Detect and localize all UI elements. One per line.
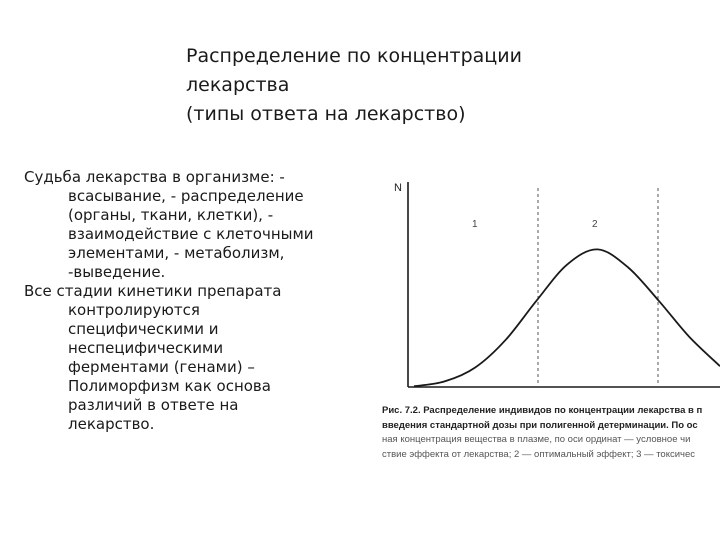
distribution-curve xyxy=(414,249,720,386)
body-paragraph-1: Судьба лекарства в организме: - всасывание, - распределение (органы, ткани, клетки), - взаимодействие с клеточными элементами, - метаболизм, -выведение. xyxy=(24,168,314,281)
distribution-figure xyxy=(374,168,720,468)
caption-line-3: ная концентрация вещества в плазме, по оси ординат — условное чи xyxy=(382,434,691,445)
caption-line-4: ствие эффекта от лекарства; 2 — оптимальный эффект; 3 — токсичес xyxy=(382,448,696,460)
zone-label-1: 1 xyxy=(472,219,478,230)
title-line-1: Распределение по концентрации xyxy=(186,45,522,67)
title-line-2: лекарства xyxy=(186,74,290,96)
caption-line-1: Рис. 7.2. Распределение индивидов по концентрации лекарства в п xyxy=(382,405,703,416)
body-text xyxy=(24,168,324,434)
distribution-chart xyxy=(374,168,720,398)
zone-label-2: 2 xyxy=(592,219,598,230)
caption-line-2: введения стандартной дозы при полигенной детерминации. По ос xyxy=(382,419,698,431)
title-line-3: (типы ответа на лекарство) xyxy=(186,103,466,125)
body-paragraph-2: Все стадии кинетики препарата контролируются специфическими и неспецифическими ферментами (генами) – Полиморфизм как основа различий в ответе на лекарство. xyxy=(24,282,282,433)
figure-caption xyxy=(382,404,720,462)
slide-title xyxy=(186,42,666,129)
y-axis-label: N xyxy=(394,182,402,194)
